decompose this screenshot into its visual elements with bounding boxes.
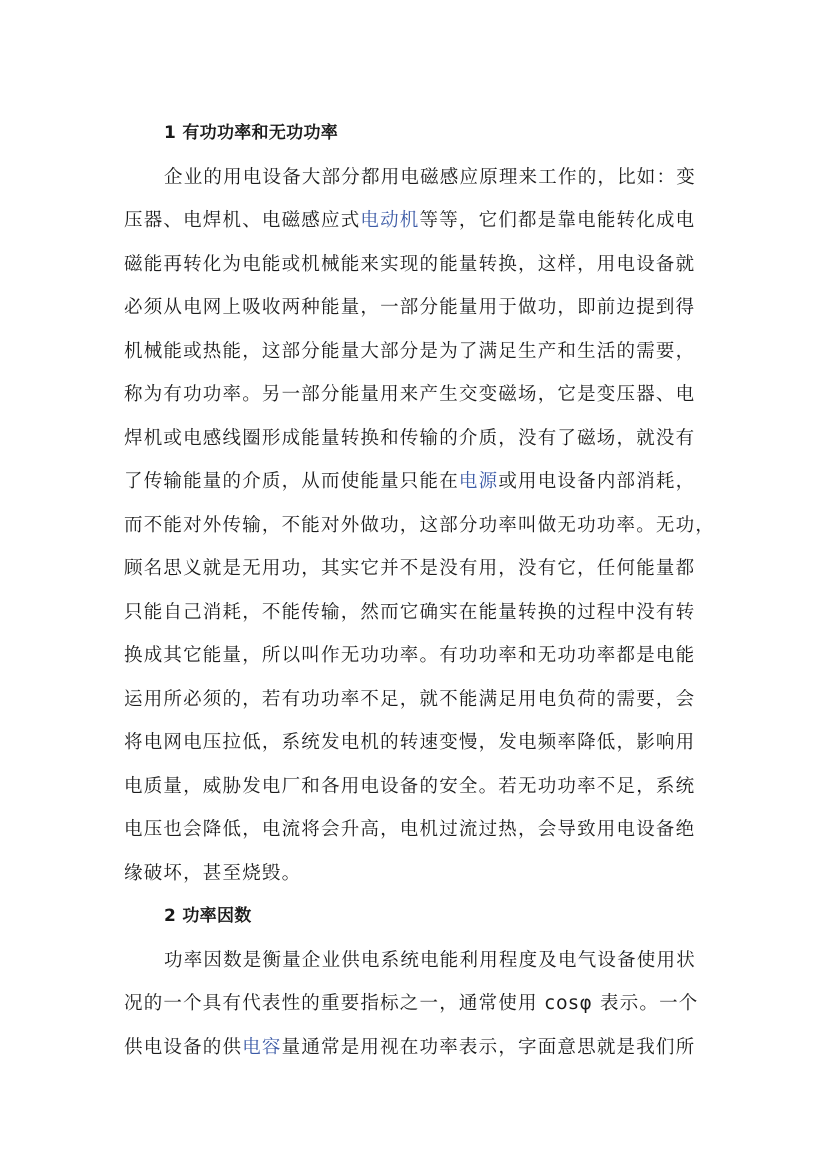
paragraph-line: 电压也会降低，电流将会升高，电机过流过热，会导致用电设备绝 (124, 819, 696, 840)
section-heading-active-reactive-power: 1 有功功率和无功功率 (164, 123, 339, 143)
paragraph-line: 电质量，威胁发电厂和各用电设备的安全。若无功功率不足，系统 (124, 775, 696, 797)
paragraph-line: 压器、电焊机、电磁感应式电动机等等，它们都是靠电能转化成电 (124, 210, 696, 231)
paragraph-line: 必须从电网上吸收两种能量，一部分能量用于做功，即前边提到得 (124, 297, 696, 318)
paragraph-line: 缘破坏，甚至烧毁。 (124, 862, 302, 884)
paragraph-line: 将电网电压拉低，系统发电机的转速变慢，发电频率降低，影响用 (124, 732, 696, 753)
paragraph-line: 了传输能量的介质，从而使能量只能在电源或用电设备内部消耗， (124, 471, 696, 492)
paragraph-line: 顾名思义就是无用功，其实它并不是没有用，没有它，任何能量都 (124, 558, 696, 579)
link-capacity[interactable]: 电容 (242, 1036, 282, 1058)
document-body (124, 112, 724, 1069)
paragraph-line: 况的一个具有代表性的重要指标之一，通常使用 cosφ 表示。一个 (124, 993, 699, 1014)
paragraph-line: 企业的用电设备大部分都用电磁感应原理来工作的，比如：变 (164, 166, 696, 188)
paragraph-line: 机械能或热能，这部分能量大部分是为了满足生产和生活的需要， (124, 340, 696, 362)
paragraph-line: 磁能再转化为电能或机械能来实现的能量转换，这样，用电设备就 (124, 253, 696, 275)
paragraph-line: 运用所必须的，若有功功率不足，就不能满足用电负荷的需要，会 (124, 688, 696, 710)
paragraph-line: 而不能对外传输，不能对外做功，这部分功率叫做无功功率。无功， (124, 514, 716, 536)
section-heading-power-factor: 2 功率因数 (164, 906, 252, 926)
paragraph-line: 称为有功功率。另一部分能量用来产生交变磁场，它是变压器、电 (124, 384, 696, 405)
link-motor[interactable]: 电动机 (360, 210, 420, 231)
paragraph-line: 供电设备的供电容量通常是用视在功率表示，字面意思就是我们所 (124, 1036, 696, 1058)
paragraph-line: 只能自己消耗，不能传输，然而它确实在能量转换的过程中没有转 (124, 601, 696, 623)
paragraph-line: 功率因数是衡量企业供电系统电能利用程度及电气设备使用状 (164, 949, 696, 971)
paragraph-line: 换成其它能量，所以叫作无功功率。有功功率和无功功率都是电能 (124, 645, 696, 666)
paragraph-line: 焊机或电感线圈形成能量转换和传输的介质，没有了磁场，就没有 (124, 427, 696, 449)
link-power-source[interactable]: 电源 (458, 471, 499, 492)
